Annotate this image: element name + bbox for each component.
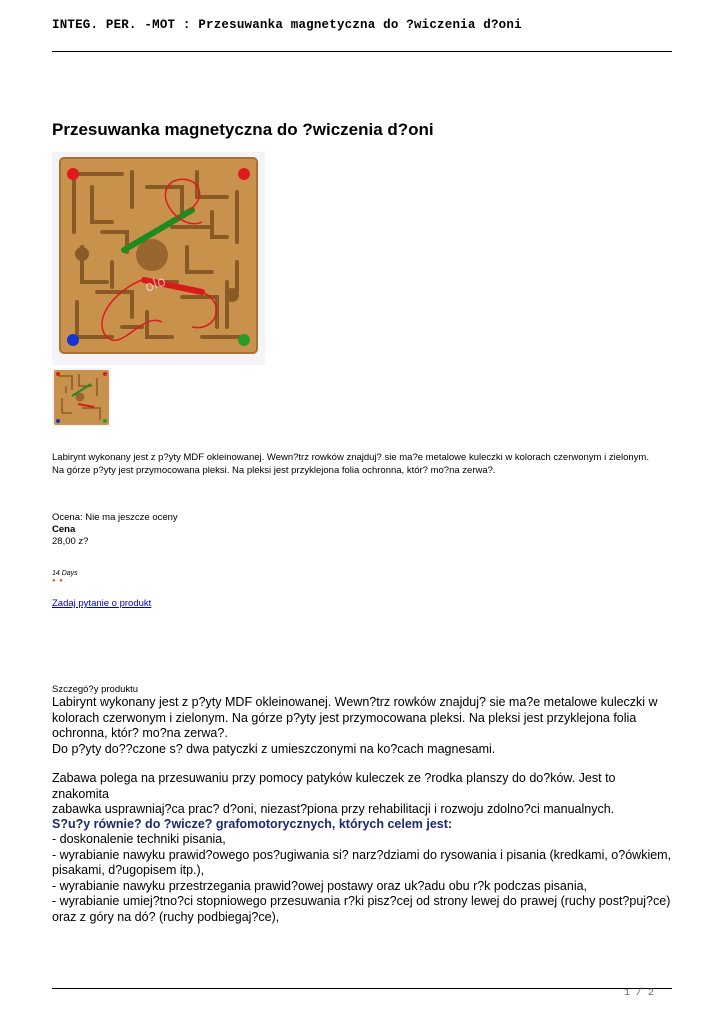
watermark-text: olo [142,273,169,296]
details-line: Zabawa polega na przesuwaniu przy pomocy patyków kuleczek ze ?rodka planszy do do?ków. Jest to znakomita [52,771,616,801]
header-rule [52,51,672,52]
page-header-title: INTEG. PER. -MOT : Przesuwanka magnetyczna do ?wiczenia d?oni [52,18,522,32]
short-description [52,451,672,477]
product-thumbnail[interactable] [52,368,111,427]
page-number: 1 / 2 [624,988,655,999]
details-line: kolorach czerwonym i zielonym. Na górze p?yty jest przymocowana pleksi. Na pleksi jest przyklejona folia [52,710,637,725]
exercises-heading: S?u?y równie? do ?wicze? grafomotorycznych, których celem jest: [52,817,453,831]
details-label: Szczegó?y produktu [52,684,139,695]
list-item: - wyrabianie umiej?tno?ci stopniowego przesuwania r?ki pisz?cej od strony lewej do prawej (ruchy post?puj?ce) [52,894,671,908]
list-item: - doskonalenie techniki pisania, [52,832,226,846]
delivery-dots-icon: ● ● [52,578,64,584]
details-line: zabawka usprawniaj?ca prac? d?oni, niezast?piona przy rehabilitacji i rozwoju zdolno?ci manualnych. [52,802,615,816]
details-line: ochronna, któr? mo?na zerwa?. [52,726,228,740]
details-line: Do p?yty do??czone s? dwa patyczki z umieszczonymi na ko?cach magnesami. [52,741,496,756]
ask-question-link[interactable]: Zadaj pytanie o produkt [52,598,152,609]
details-paragraph-2 [52,771,672,818]
footer-rule [52,988,672,989]
description-line-2: Na górze p?yty jest przymocowana pleksi. Na pleksi jest przyklejona folia ochronna, któr? mo?na zerwa?. [52,465,496,476]
list-item: pisakami, d?ugopisem itp.), [52,863,205,877]
description-line-1: Labirynt wykonany jest z p?yty MDF okleinowanej. Wewn?trz rowków znajduj? sie ma?e metalowe kuleczki w kolorach czerwonym i zielonym. [52,452,649,463]
details-paragraph-1 [52,695,672,757]
list-item: - wyrabianie nawyku przestrzegania prawid?owej postawy oraz uk?adu obu r?k podczas pisania, [52,878,588,893]
list-item: - wyrabianie nawyku prawid?owego pos?ugiwania si? narz?dziami do rysowania i pisania (kredkami, o?ówkiem, [52,847,672,862]
price-value: 28,00 z? [52,536,89,547]
product-title: Przesuwanka magnetyczna do ?wiczenia d?oni [52,120,434,139]
rating-text: Ocena: Nie ma jeszcze oceny [52,512,178,523]
list-item: oraz z góry na dó? (ruchy podbiegaj?ce), [52,909,280,924]
exercises-list [52,832,672,925]
delivery-time: 14 Days [52,570,78,577]
price-label: Cena [52,524,76,535]
product-image[interactable] [52,152,265,365]
details-line: Labirynt wykonany jest z p?yty MDF okleinowanej. Wewn?trz rowków znajduj? sie ma?e metalowe kuleczki w [52,695,658,709]
